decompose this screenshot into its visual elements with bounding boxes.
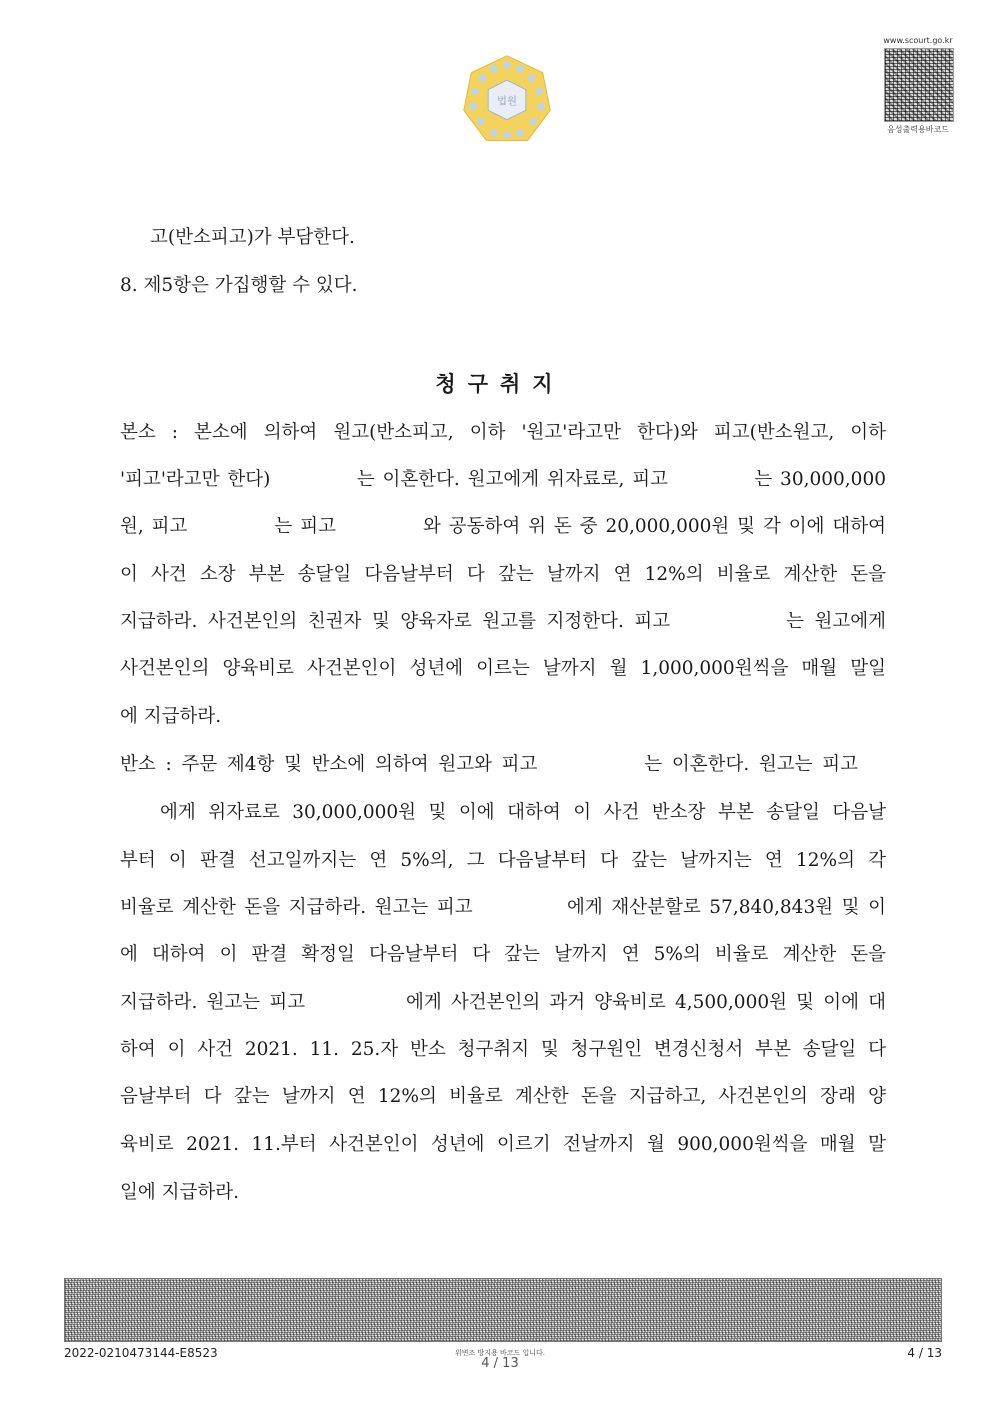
paragraph-line: 에게 위자료로 30,000,000원 및 이에 대하여 이 사건 반소장 부본 송달일 다음날 bbox=[160, 802, 886, 823]
paragraph-line: 에 지급하라. bbox=[120, 706, 222, 727]
paragraph-line: '피고'라고만 한다) 는 이혼한다. 원고에게 위자료로, 피고 는 30,000,000 bbox=[120, 469, 886, 490]
document-id: 2022-0210473144-E8523 bbox=[64, 1346, 218, 1360]
paragraph-line: 비율로 계산한 돈을 지급하라. 원고는 피고 에게 재산분할로 57,840,843원 및 이 bbox=[120, 897, 886, 918]
paragraph-line: 에 대하여 이 판결 확정일 다음날부터 다 갚는 날까지 연 5%의 비율로 계산한 돈을 bbox=[120, 944, 886, 965]
paragraph-line: 사건본인의 양육비로 사건본인이 성년에 이르는 날까지 월 1,000,000원씩을 매월 말일 bbox=[120, 658, 886, 679]
text-line: 고(반소피고)가 부담한다. bbox=[150, 227, 355, 248]
paragraph-line: 하여 이 사건 2021. 11. 25.자 반소 청구취지 및 청구원인 변경신청서 부본 송달일 다 bbox=[120, 1039, 886, 1060]
paragraph-line: 반소 : 주문 제4항 및 반소에 의하여 원고와 피고 는 이혼한다. 원고는 피고 bbox=[120, 754, 858, 775]
paragraph-line: 음날부터 다 갚는 날까지 연 12%의 비율로 계산한 돈을 지급하고, 사건본인의 장래 양 bbox=[120, 1086, 886, 1107]
paragraph-line: 지급하라. 사건본인의 친권자 및 양육자로 원고를 지정한다. 피고 는 원고에게 bbox=[120, 611, 886, 632]
text-line: 8. 제5항은 가집행할 수 있다. bbox=[120, 275, 358, 296]
page-number: 4 / 13 bbox=[907, 1346, 942, 1360]
section-heading: 청구취지 bbox=[435, 371, 565, 396]
paragraph-line: 일에 지급하라. bbox=[120, 1182, 239, 1203]
paragraph-line: 지급하라. 원고는 피고 에게 사건본인의 과거 양육비로 4,500,000원 및 이에 대 bbox=[120, 992, 886, 1013]
paragraph-line: 이 사건 소장 부본 송달일 다음날부터 다 갚는 날까지 연 12%의 비율로 계산한 돈을 bbox=[120, 564, 886, 585]
voice-barcode-block bbox=[880, 36, 956, 136]
court-site-url: www.scourt.go.kr bbox=[883, 36, 953, 45]
center-page-number: 4 / 13 bbox=[481, 1356, 519, 1371]
anti-forgery-barcode-band bbox=[64, 1278, 942, 1342]
barcode-notice: 위변조 방지용 바코드 입니다. bbox=[454, 1349, 546, 1357]
court-seal-text: 법원 bbox=[497, 95, 517, 108]
qr-code-image bbox=[884, 48, 954, 122]
court-seal-logo bbox=[460, 52, 554, 146]
voice-barcode-caption: 음성출력용바코드 bbox=[887, 125, 949, 134]
paragraph-line: 원, 피고 는 피고 와 공동하여 위 돈 중 20,000,000원 및 각 이에 대하여 bbox=[120, 516, 886, 537]
paragraph-line: 부터 이 판결 선고일까지는 연 5%의, 그 다음날부터 다 갚는 날까지는 연 12%의 각 bbox=[120, 850, 886, 871]
paragraph-line: 본소 : 본소에 의하여 원고(반소피고, 이하 '원고'라고만 한다)와 피고(반소원고, 이하 bbox=[120, 422, 886, 443]
paragraph-line: 육비로 2021. 11.부터 사건본인이 성년에 이르기 전날까지 월 900,000원씩을 매월 말 bbox=[120, 1134, 886, 1155]
